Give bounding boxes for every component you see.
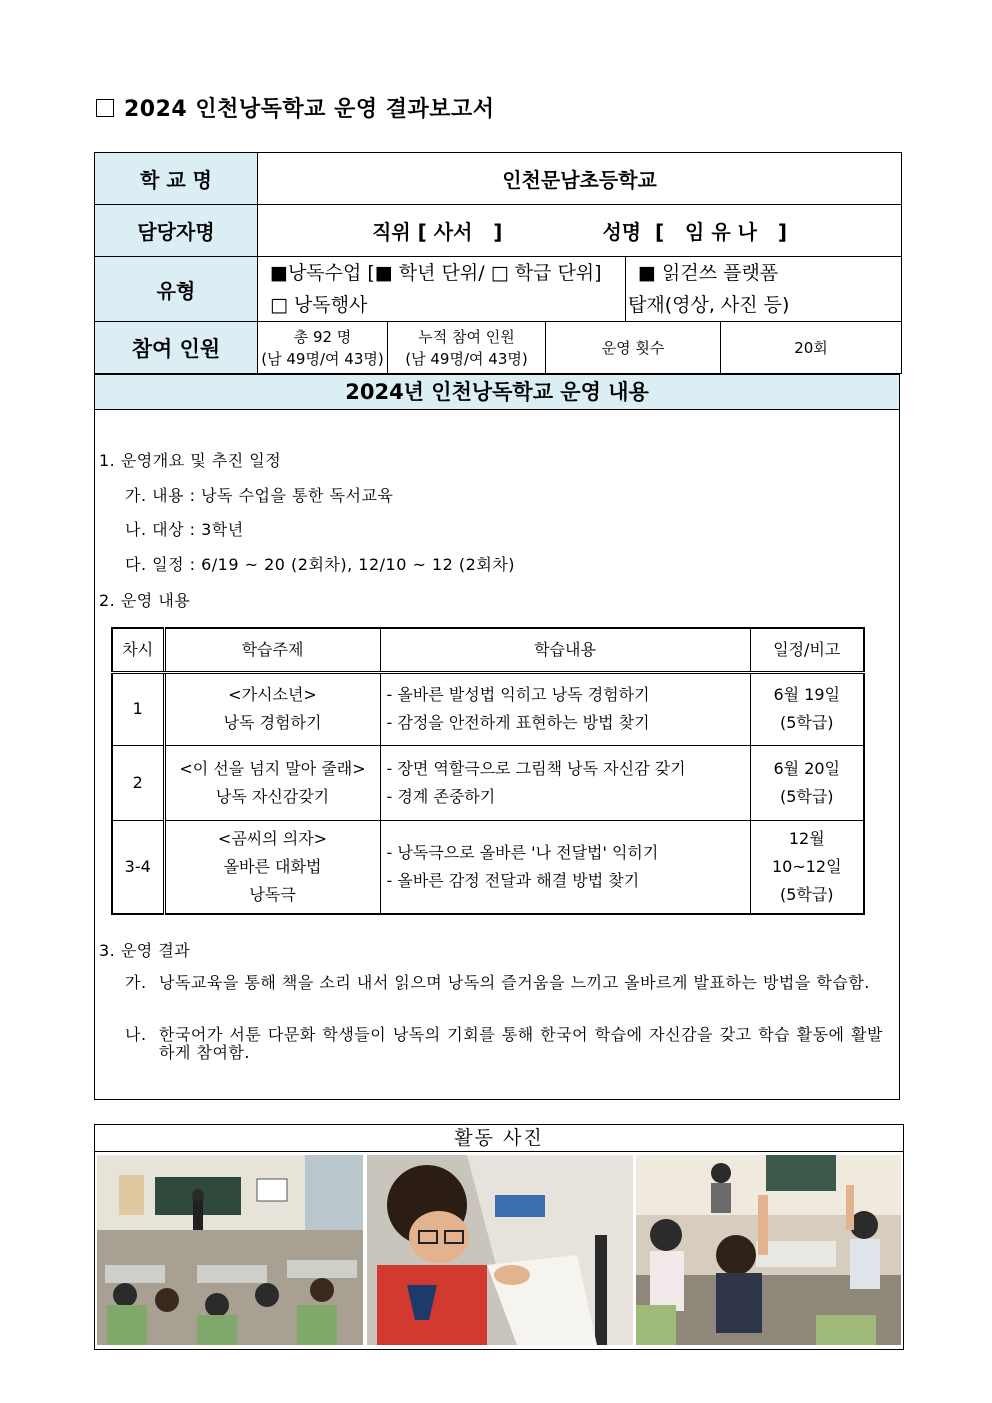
total-participants — [258, 322, 388, 374]
schedule-line: (5학급) — [779, 713, 834, 732]
result-b-label: 나. — [125, 1025, 147, 1044]
schedule-cell — [750, 745, 864, 820]
session-cell: 3-4 — [112, 820, 164, 914]
platform-options — [626, 257, 902, 322]
name-text: 성명 [ 임 유 나 ] — [602, 220, 787, 244]
column-header: 학습내용 — [380, 628, 750, 672]
cumulative-line-2: (남 49명/여 43명) — [405, 349, 528, 368]
platform-line-2: 탑재(영상, 사진 등) — [628, 294, 790, 316]
schedule-line: (5학급) — [779, 786, 834, 806]
total-line-2: (남 49명/여 43명) — [261, 349, 384, 368]
result-item-a — [125, 974, 885, 992]
type-options — [258, 257, 626, 322]
topic-line: 낭독 경험하기 — [223, 713, 322, 732]
cumulative-participants — [388, 322, 546, 374]
table-row — [112, 672, 864, 745]
session-cell: 2 — [112, 745, 164, 820]
topic-line: <가시소년> — [228, 685, 317, 704]
school-label: 학 교 명 — [95, 153, 258, 205]
column-header: 학습주제 — [164, 628, 380, 672]
plan-table — [111, 627, 865, 915]
document-title — [96, 92, 495, 123]
table-row — [112, 820, 864, 914]
manager-value — [258, 205, 902, 257]
section3-heading: 3. 운영 결과 — [99, 941, 191, 960]
student-drawing-photo — [367, 1155, 633, 1345]
session-cell: 1 — [112, 672, 164, 745]
raised-hands-photo — [636, 1155, 901, 1345]
section1-item-a: 가. 내용 : 낭독 수업을 통한 독서교육 — [125, 486, 394, 505]
photo-section — [94, 1124, 904, 1350]
checkbox-square-icon — [96, 99, 114, 117]
content-cell — [380, 672, 750, 745]
info-table — [94, 152, 902, 374]
section1-item-c: 다. 일정 : 6/19 ~ 20 (2회차), 12/10 ~ 12 (2회차) — [125, 555, 516, 574]
result-b-text: 한국어가 서툰 다문화 학생들이 낭독의 기회를 통해 한국어 학습에 자신감을 갖고 학습 활동에 활발하게 참여함. — [159, 1025, 883, 1062]
schedule-cell — [750, 672, 864, 745]
schedule-line: 6월 19일 — [773, 685, 841, 704]
participants-label: 참여 인원 — [95, 322, 258, 374]
result-a-text: 낭독교육을 통해 책을 소리 내서 읽으며 낭독의 즐거움을 느끼고 올바르게 발표하는 방법을 학습함. — [159, 973, 870, 992]
content-line: - 장면 역할극으로 그림책 낭독 자신감 갖기 — [386, 758, 686, 778]
schedule-line: 12월 — [788, 828, 825, 848]
count-value: 20회 — [721, 322, 902, 374]
type-line-2: □ 낭독행사 — [270, 294, 368, 316]
column-header: 차시 — [112, 628, 164, 672]
position-text: 직위 [ 사서 ] — [372, 220, 503, 244]
content-line: - 감정을 안전하게 표현하는 방법 찾기 — [386, 713, 650, 732]
classroom-photo — [97, 1155, 363, 1345]
manager-label: 담당자명 — [95, 205, 258, 257]
cumulative-line-1: 누적 참여 인원 — [418, 327, 515, 346]
content-line: - 경계 존중하기 — [386, 786, 496, 806]
column-header: 일정/비고 — [750, 628, 864, 672]
content-cell — [380, 745, 750, 820]
section2-heading: 2. 운영 내용 — [99, 591, 191, 610]
content-title: 2024년 인천낭독학교 운영 내용 — [95, 374, 899, 410]
content-line: - 낭독극으로 올바른 '나 전달법' 익히기 — [386, 842, 659, 862]
topic-line: 낭독극 — [249, 884, 296, 904]
topic-line: 낭독 자신감갖기 — [215, 786, 330, 806]
schedule-cell — [750, 820, 864, 914]
document-title-text: 2024 인천낭독학교 운영 결과보고서 — [124, 97, 495, 122]
school-value: 인천문남초등학교 — [258, 153, 902, 205]
schedule-line: 10~12일 — [771, 856, 842, 876]
topic-cell — [164, 820, 380, 914]
topic-line: <이 선을 넘지 말아 줄래> — [179, 758, 366, 778]
count-label: 운영 횟수 — [546, 322, 721, 374]
schedule-line: (5학급) — [779, 884, 834, 904]
content-section — [94, 374, 900, 1100]
content-line: - 올바른 발성법 익히고 낭독 경험하기 — [386, 685, 650, 704]
table-row — [112, 745, 864, 820]
type-line-1: ■낭독수업 [■ 학년 단위/ □ 학급 단위] — [270, 262, 602, 284]
type-label: 유형 — [95, 257, 258, 322]
section1-heading: 1. 운영개요 및 추진 일정 — [99, 451, 282, 470]
section1-item-b: 나. 대상 : 3학년 — [125, 520, 244, 539]
result-item-b — [125, 1026, 885, 1062]
total-line-1: 총 92 명 — [293, 327, 352, 346]
schedule-line: 6월 20일 — [773, 758, 841, 778]
content-cell — [380, 820, 750, 914]
topic-cell — [164, 745, 380, 820]
topic-cell — [164, 672, 380, 745]
photo-section-title: 활동 사진 — [95, 1125, 903, 1152]
platform-line-1: ■ 읽걷쓰 플랫폼 — [638, 262, 779, 284]
topic-line: <곰씨의 의자> — [217, 828, 328, 848]
result-a-label: 가. — [125, 973, 147, 992]
content-line: - 올바른 감정 전달과 해결 방법 찾기 — [386, 870, 640, 890]
topic-line: 올바른 대화법 — [223, 856, 322, 876]
